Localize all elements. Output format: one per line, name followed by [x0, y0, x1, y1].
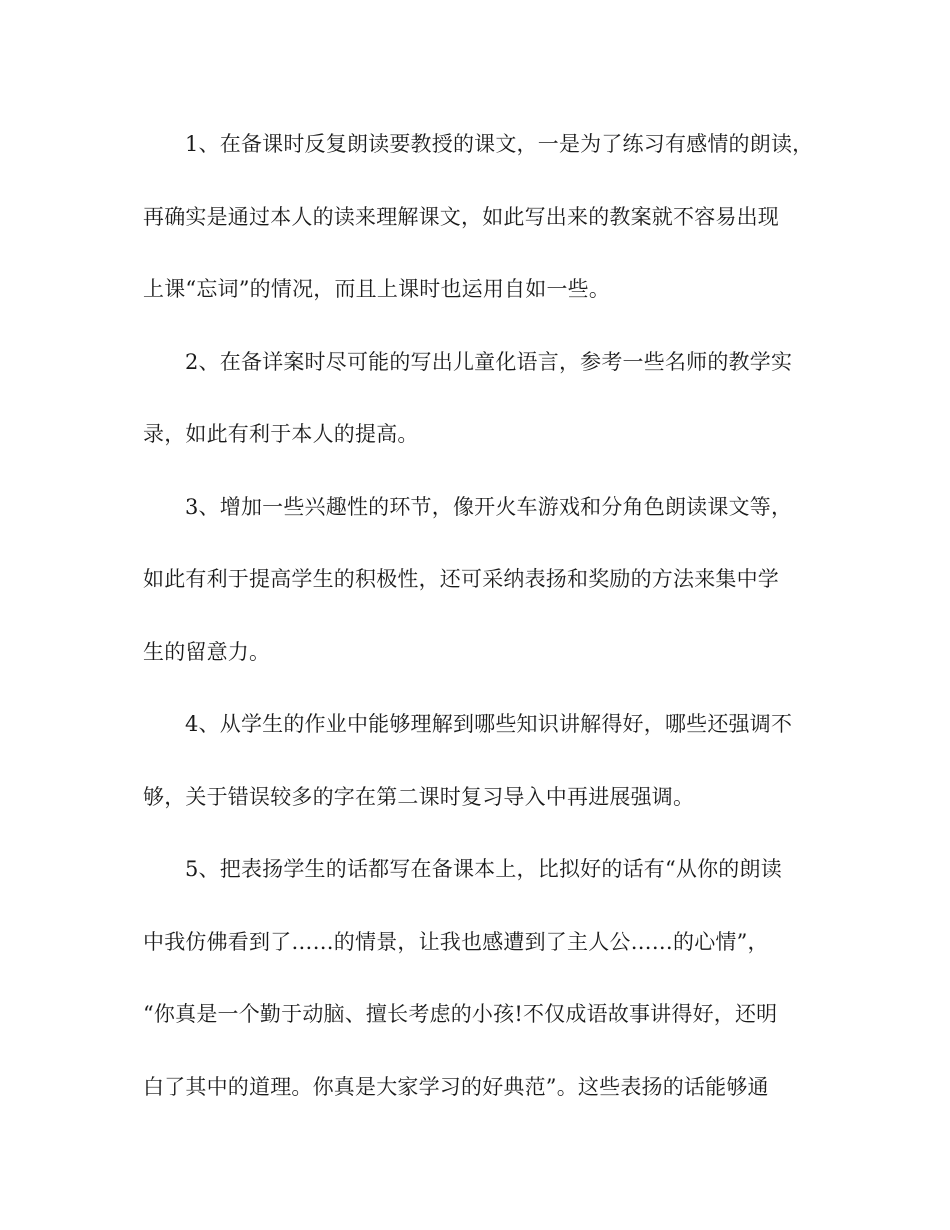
- text-line: 如此有利于提高学生的积极性，还可采纳表扬和奖励的方法来集中学: [143, 567, 779, 591]
- text-line: 5、把表扬学生的话都写在备课本上，比拟好的话有“从你的朗读: [185, 857, 782, 881]
- text-line: 再确实是通过本人的读来理解课文，如此写出来的教案就不容易出现: [143, 204, 779, 229]
- text-line: 白了其中的道理。你真是大家学习的好典范”。这些表扬的话能够通: [143, 1074, 769, 1099]
- text-line: 中我仿佛看到了……的情景，让我也感遭到了主人公……的心情”，: [143, 929, 769, 954]
- text-line: 1、在备课时反复朗读要教授的课文，一是为了练习有感情的朗读，: [185, 132, 814, 156]
- body-text: [143, 124, 823, 1139]
- text-line: 3、增加一些兴趣性的环节，像开火车游戏和分角色朗读课文等，: [185, 494, 793, 519]
- text-line: 4、从学生的作业中能够理解到哪些知识讲解得好，哪些还强调不: [185, 712, 793, 736]
- text-line: “你真是一个勤于动脑、擅长考虑的小孩!不仅成语故事讲得好，还明: [143, 1002, 778, 1026]
- text-line: 生的留意力。: [143, 639, 271, 664]
- text-line: 录，如此有利于本人的提高。: [143, 422, 419, 446]
- text-line: 2、在备详案时尽可能的写出儿童化语言，参考一些名师的教学实: [185, 349, 793, 374]
- text-line: 够，关于错误较多的字在第二课时复习导入中再进展强调。: [143, 784, 695, 809]
- text-line: 上课“忘词”的情况，而且上课时也运用自如一些。: [143, 277, 611, 301]
